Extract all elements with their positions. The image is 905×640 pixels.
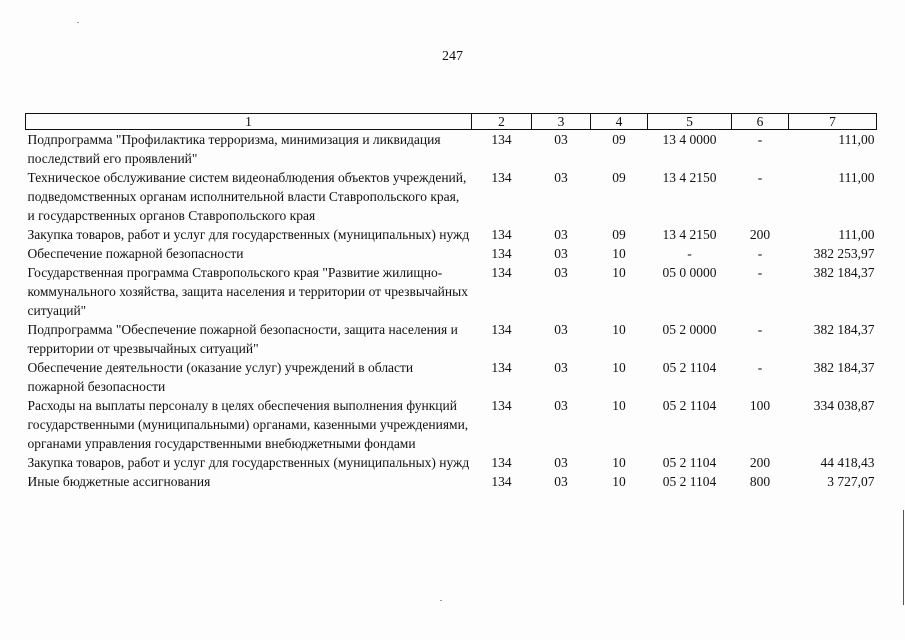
cell-type: -	[757, 246, 763, 261]
cell-section: 03	[554, 265, 568, 280]
cell-section: 03	[554, 322, 568, 337]
row-name: Государственная программа Ставропольского края "Развитие жилищно-коммунального хозяйства, защита населения и территории от чрезвычайных ситуаций"	[27, 265, 468, 318]
cell-section: 03	[554, 246, 568, 261]
cell-amount: 111,00	[838, 170, 875, 185]
cell-code: 134	[491, 360, 512, 375]
cell-subsection: 10	[612, 455, 626, 470]
budget-table	[25, 113, 877, 491]
table-row	[26, 225, 877, 244]
cell-type: -	[757, 360, 763, 375]
cell-amount: 111,00	[838, 132, 875, 147]
cell-type: 100	[749, 398, 771, 413]
table-row	[26, 263, 877, 320]
cell-type: 200	[749, 455, 771, 470]
cell-type: 200	[749, 227, 771, 242]
column-header: 5	[648, 114, 732, 130]
cell-section: 03	[554, 474, 568, 489]
cell-amount: 382 184,37	[813, 265, 875, 280]
cell-code: 134	[491, 170, 512, 185]
table-row	[26, 396, 877, 453]
cell-amount: 3 727,07	[827, 474, 875, 489]
cell-amount: 382 184,37	[813, 322, 875, 337]
row-name: Закупка товаров, работ и услуг для государственных (муниципальных) нужд	[27, 227, 470, 242]
column-header: 1	[26, 114, 472, 130]
table-row	[26, 358, 877, 396]
scan-speck	[440, 600, 442, 601]
cell-section: 03	[554, 170, 568, 185]
column-header: 4	[591, 114, 648, 130]
cell-subsection: 10	[612, 322, 626, 337]
page-number: 247	[442, 49, 463, 64]
cell-subsection: 10	[612, 474, 626, 489]
cell-target: -	[687, 246, 692, 261]
cell-code: 134	[491, 227, 512, 242]
cell-section: 03	[554, 455, 568, 470]
column-header: 7	[789, 114, 877, 130]
cell-target: 05 2 0000	[662, 322, 717, 337]
cell-amount: 44 418,43	[820, 455, 875, 470]
cell-target: 13 4 2150	[662, 170, 717, 185]
row-name: Техническое обслуживание систем видеонаблюдения объектов учреждений, подведомственных органам исполнительной власти Ставропольского края, и государственных органов Ставропольского края	[27, 170, 467, 223]
cell-target: 05 0 0000	[662, 265, 717, 280]
cell-code: 134	[491, 132, 512, 147]
row-name: Обеспечение пожарной безопасности	[27, 246, 244, 261]
cell-subsection: 09	[612, 132, 626, 147]
table-row	[26, 244, 877, 263]
cell-type: 800	[749, 474, 771, 489]
cell-type: -	[757, 265, 763, 280]
cell-subsection: 09	[612, 227, 626, 242]
cell-target: 13 4 2150	[662, 227, 717, 242]
cell-code: 134	[491, 322, 512, 337]
cell-target: 05 2 1104	[662, 398, 717, 413]
cell-section: 03	[554, 398, 568, 413]
table-row	[26, 320, 877, 358]
cell-subsection: 10	[612, 265, 626, 280]
cell-subsection: 09	[612, 170, 626, 185]
row-name: Закупка товаров, работ и услуг для государственных (муниципальных) нужд	[27, 455, 470, 470]
row-name: Обеспечение деятельности (оказание услуг) учреждений в области пожарной безопасности	[27, 360, 414, 394]
scan-speck	[77, 22, 79, 23]
cell-subsection: 10	[612, 360, 626, 375]
table-row	[26, 472, 877, 491]
cell-code: 134	[491, 455, 512, 470]
row-name: Подпрограмма "Обеспечение пожарной безопасности, защита населения и территории от чрезвычайных ситуаций"	[27, 322, 458, 356]
cell-amount: 382 253,97	[813, 246, 875, 261]
cell-subsection: 10	[612, 246, 626, 261]
cell-code: 134	[491, 398, 512, 413]
column-header: 3	[532, 114, 591, 130]
column-header: 2	[472, 114, 532, 130]
cell-section: 03	[554, 360, 568, 375]
cell-target: 05 2 1104	[662, 474, 717, 489]
row-name: Иные бюджетные ассигнования	[27, 474, 211, 489]
cell-target: 05 2 1104	[662, 455, 717, 470]
column-header: 6	[732, 114, 789, 130]
cell-type: -	[757, 322, 763, 337]
table-row	[26, 453, 877, 472]
table-row	[26, 168, 877, 225]
table-row	[26, 130, 877, 169]
cell-amount: 334 038,87	[813, 398, 875, 413]
cell-code: 134	[491, 265, 512, 280]
cell-subsection: 10	[612, 398, 626, 413]
cell-amount: 111,00	[838, 227, 875, 242]
scan-edge-line	[903, 510, 904, 605]
row-name: Расходы на выплаты персоналу в целях обеспечения выполнения функций государственными (муниципальными) органами, казенными учреждениями, органами управления государственными внебюджетными фондами	[27, 398, 469, 451]
table-header-row	[26, 114, 877, 130]
cell-target: 13 4 0000	[662, 132, 717, 147]
row-name: Подпрограмма "Профилактика терроризма, минимизация и ликвидация последствий его проявлений"	[27, 132, 441, 166]
cell-code: 134	[491, 246, 512, 261]
cell-section: 03	[554, 132, 568, 147]
cell-target: 05 2 1104	[662, 360, 717, 375]
cell-type: -	[757, 170, 763, 185]
cell-section: 03	[554, 227, 568, 242]
cell-amount: 382 184,37	[813, 360, 875, 375]
cell-type: -	[757, 132, 763, 147]
cell-code: 134	[491, 474, 512, 489]
